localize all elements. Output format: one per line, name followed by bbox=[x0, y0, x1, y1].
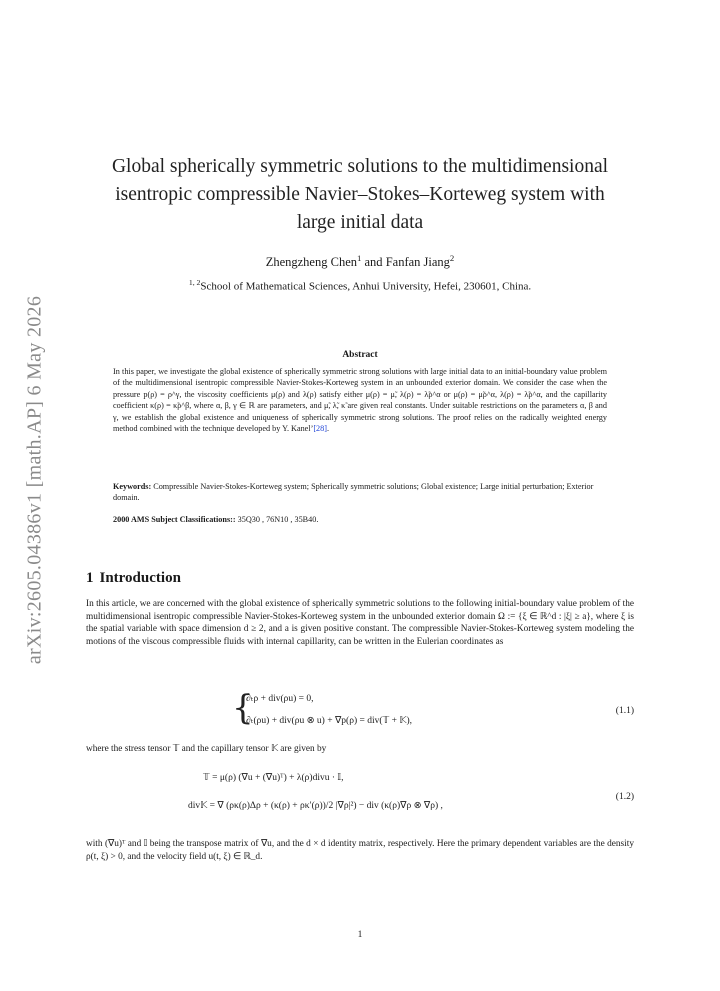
paper-title bbox=[90, 153, 630, 237]
keywords bbox=[113, 481, 607, 504]
arxiv-identifier bbox=[20, 275, 50, 685]
equation-2-line-2: div𝕂 = ∇ (ρκ(ρ)Δρ + (κ(ρ) + ρκ′(ρ))/2 |∇ρ|²) − div (κ(ρ)∇ρ ⊗ ∇ρ) , bbox=[188, 801, 443, 811]
stress-paragraph: where the stress tensor 𝕋 and the capillary tensor 𝕂 are given by bbox=[86, 744, 327, 754]
abstract-heading: Abstract bbox=[342, 350, 378, 360]
equation-2-line-1: 𝕋 = μ(ρ) (∇u + (∇u)ᵀ) + λ(ρ)divu · 𝕀, bbox=[203, 773, 344, 783]
title-line: large initial data bbox=[296, 212, 424, 233]
intro-paragraph: In this article, we are concerned with the global existence of spherically symmetric solutions to the following initial-boundary value problem of the multidimensional isentropic compressible Navier-Stokes-Korteweg system in the unbounded exterior domain Ω := {ξ ∈ ℝ^d : |ξ| ≥ a}, where ξ is the spatial variable with space dimension d ≥ 2, and a is given positive constant. The compressible Navier-Stokes-Korteweg system modeling the motions of the viscous compressible fluids with internal capillarity, can be written in the Eulerian coordinates as bbox=[86, 599, 634, 647]
system-brace: { bbox=[232, 688, 254, 728]
ams-text: 35Q30 , 76N10 , 35B40. bbox=[235, 515, 319, 524]
affiliation-marks: 1, 2 bbox=[188, 278, 201, 287]
page-number: 1 bbox=[357, 930, 363, 940]
arxiv-identifier-text: arXiv:2605.04386v1 [math.AP] 6 May 2026 bbox=[23, 295, 46, 665]
title-line: Global spherically symmetric solutions to the multidimensional bbox=[111, 156, 609, 177]
citation-link[interactable]: [28] bbox=[313, 424, 327, 434]
title-line: isentropic compressible Navier–Stokes–Korteweg system with bbox=[115, 184, 605, 205]
affiliation bbox=[90, 278, 630, 293]
authors bbox=[90, 253, 630, 270]
author-1: Zhengzheng Chen bbox=[265, 255, 357, 270]
section-heading bbox=[86, 570, 187, 587]
equation-1-number: (1.1) bbox=[615, 706, 634, 716]
abstract-end: . bbox=[326, 424, 329, 434]
keywords-label: Keywords: bbox=[113, 482, 152, 491]
section-number: 1 bbox=[86, 570, 94, 586]
equation-1-line-2: ∂ₜ(ρu) + div(ρu ⊗ u) + ∇p(ρ) = div(𝕋 + 𝕂), bbox=[246, 716, 413, 726]
author-conjunction: and bbox=[361, 255, 386, 270]
abstract-text: In this paper, we investigate the global existence of spherically symmetric strong solutions with large initial data to an initial-boundary value problem of the multidimensional isentropic compressible Navier-Stokes-Korteweg system in an unbounded exterior domain. We consider the case when the pressure p(ρ) = ρ^γ, the viscosity coefficients μ(ρ) and λ(ρ) satisfy either μ(ρ) = μ̃, λ(ρ) = λ̃ρ^α or μ(ρ) = μ̃ρ^α, λ(ρ) = λ̃ρ^α, and the capillarity coefficient κ(ρ) = κ̃ρ^β, where α, β, γ ∈ ℝ are parameters, and μ̃, λ̃, κ̃ are given real constants. Under suitable restrictions on the parameters α, β and γ, we establish the global existence and uniqueness of spherically symmetric strong solutions. The proof relies on the radically weighted energy method combined with the technique developed by Y. Kanel’ bbox=[113, 367, 607, 434]
section-title: Introduction bbox=[99, 570, 181, 586]
author-2: Fanfan Jiang bbox=[385, 255, 450, 270]
abstract-body bbox=[113, 366, 607, 434]
author-1-affil-mark: 1 bbox=[357, 253, 362, 263]
keywords-text: Compressible Navier-Stokes-Korteweg system; Spherically symmetric solutions; Global existence; Large initial perturbation; Exterior domain. bbox=[113, 482, 594, 503]
equation-1-line-1: ∂ₜρ + div(ρu) = 0, bbox=[246, 694, 314, 704]
author-2-affil-mark: 2 bbox=[449, 253, 455, 263]
ams-label: 2000 AMS Subject Classifications:: bbox=[113, 515, 236, 524]
affiliation-text: School of Mathematical Sciences, Anhui University, Hefei, 230601, China. bbox=[200, 280, 532, 293]
ams-classification bbox=[113, 515, 607, 524]
equation-2-number: (1.2) bbox=[615, 792, 634, 802]
final-paragraph: with (∇u)ᵀ and 𝕀 being the transpose matrix of ∇u, and the d × d identity matrix, respectively. Here the primary dependent variables are the density ρ(t, ξ) > 0, and the velocity field u(t, ξ) ∈ ℝ_d. bbox=[86, 839, 634, 862]
